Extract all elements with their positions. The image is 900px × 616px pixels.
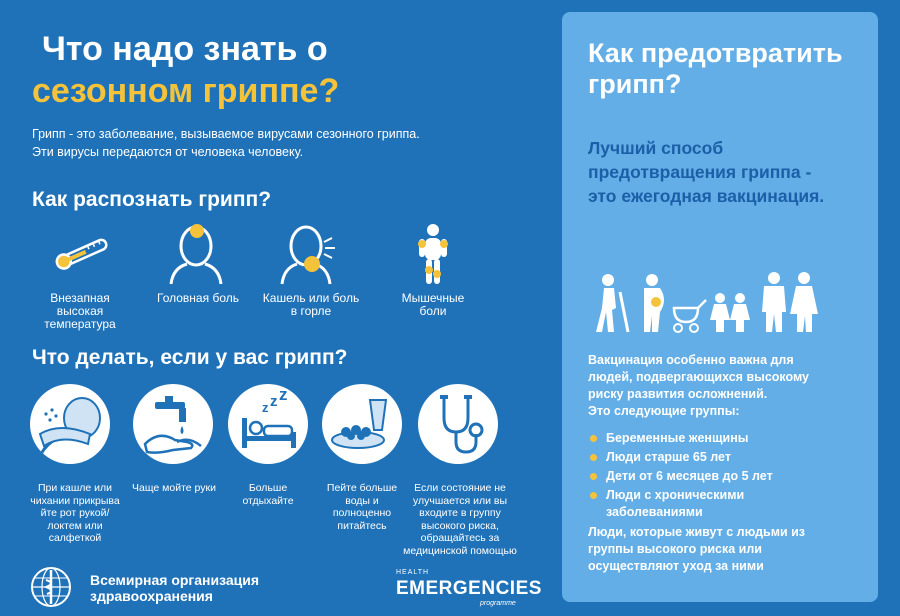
- bullet-icon: [590, 454, 597, 461]
- todo-heading: Что делать, если у вас грипп?: [32, 346, 348, 369]
- muscle-pain-icon: [415, 222, 451, 286]
- he-logo-sub: programme: [480, 600, 516, 607]
- intro-text: [32, 125, 502, 161]
- who-name: Всемирная организация здравоохранения: [90, 572, 260, 604]
- list-item: Люди с хроническими заболеваниями: [588, 487, 868, 521]
- symptom-muscle-label: Мышечные боли: [401, 291, 465, 318]
- risk-groups-list: [588, 430, 868, 523]
- step-rest-label: Больше отдыхайте: [242, 482, 294, 507]
- caregivers-text: Люди, которые живут с людьми из группы высокого риска или осуществляют уход за ними: [588, 525, 806, 573]
- he-logo-top: HEALTH: [396, 569, 430, 576]
- list-item: Беременные женщины: [588, 430, 868, 447]
- symptom-fever-label: Внезапная высокая температура: [44, 291, 116, 331]
- svg-text:z: z: [270, 393, 278, 410]
- page-title-line1: Что надо знать о: [42, 30, 328, 68]
- page-title-line2: сезонном гриппе?: [32, 72, 340, 110]
- throat-pain-icon: [278, 222, 346, 286]
- cover-cough-icon: [30, 384, 110, 464]
- family-pictogram-icon: [594, 270, 824, 336]
- step-medical-help-label: Если состояние не улучшается или вы входите в группу высокого риска, обращайтесь за медицинской помощью: [403, 482, 517, 557]
- he-logo-main: EMERGENCIES: [396, 578, 542, 599]
- thermometer-icon: [52, 236, 114, 270]
- prevent-title: Как предотвратить грипп?: [588, 38, 843, 99]
- step-cover-cough-label: При кашле или чихании прикрыва йте рот рукой/ локтем или салфеткой: [30, 482, 120, 544]
- food-water-icon: [322, 384, 402, 464]
- vaccination-text: Вакцинация особенно важна для людей, подвергающихся высокому риску развития осложнений. Это следующие группы:: [588, 353, 809, 418]
- who-emblem-icon: [30, 566, 72, 608]
- bullet-icon: [590, 492, 597, 499]
- svg-text:z: z: [262, 400, 269, 415]
- list-item: Дети от 6 месяцев до 5 лет: [588, 468, 868, 485]
- symptom-headache-label: Головная боль: [157, 291, 239, 305]
- symptom-throat-label: Кашель или боль в горле: [262, 291, 360, 318]
- bullet-icon: [590, 435, 597, 442]
- svg-text:z: z: [279, 385, 288, 404]
- stethoscope-icon: [418, 384, 498, 464]
- hand-wash-icon: [133, 384, 213, 464]
- bullet-icon: [590, 473, 597, 480]
- step-food-water-label: Пейте больше воды и полноценно питайтесь: [326, 482, 398, 532]
- list-item: Люди старше 65 лет: [588, 449, 868, 466]
- head-pain-icon: [167, 222, 225, 286]
- recognize-heading: Как распознать грипп?: [32, 188, 272, 211]
- prevent-lead: Лучший способ предотвращения гриппа - это ежегодная вакцинация.: [588, 138, 825, 206]
- intro-line: Эти вирусы передаются от человека человеку.: [32, 145, 304, 159]
- rest-bed-icon: [228, 384, 308, 464]
- step-hand-wash-label: Чаще мойте руки: [132, 482, 216, 494]
- intro-line: Грипп - это заболевание, вызываемое вирусами сезонного гриппа.: [32, 127, 420, 141]
